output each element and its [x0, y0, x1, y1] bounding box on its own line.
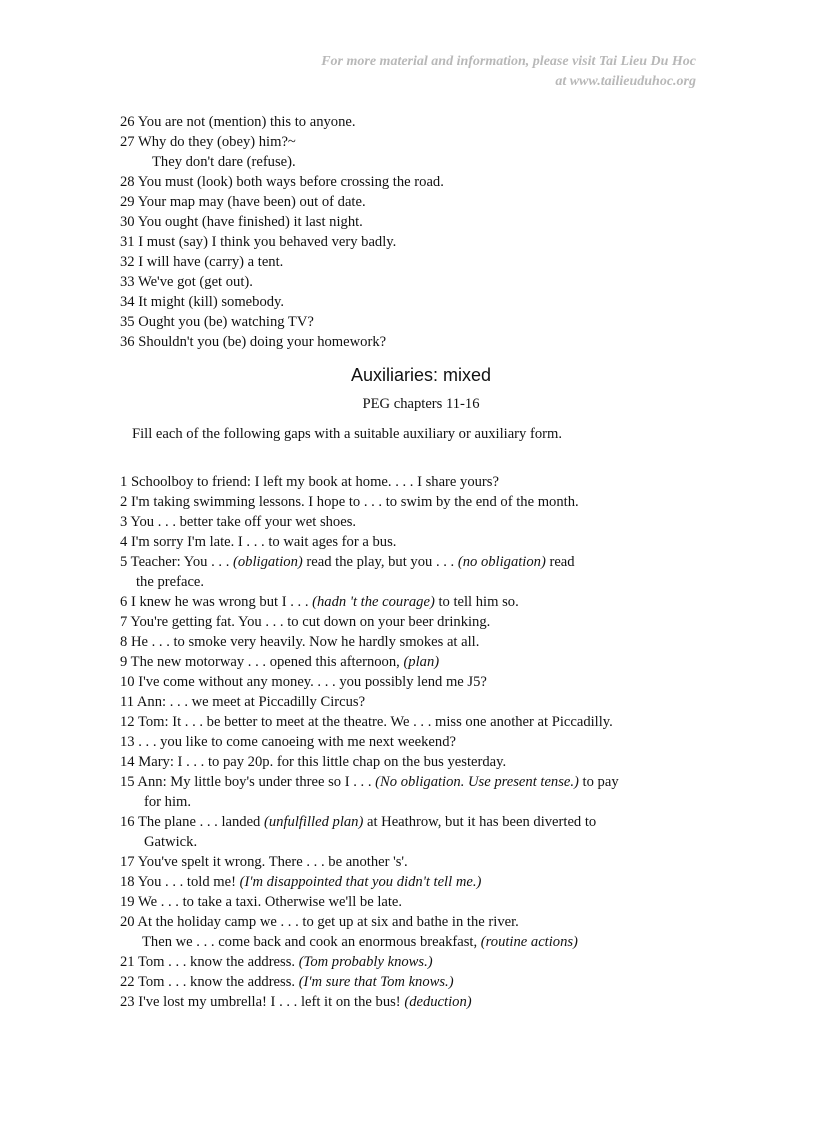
exercise-item: 4 I'm sorry I'm late. I . . . to wait ages for a bus. [120, 534, 397, 550]
exercise-item: 5 Teacher: You . . . (obligation) read the play, but you . . . (no obligation) read [120, 554, 575, 570]
exercise-item: Then we . . . come back and cook an enormous breakfast, (routine actions) [142, 934, 578, 950]
site-header [321, 52, 696, 92]
exercise-item: 23 I've lost my umbrella! I . . . left it on the bus! (deduction) [120, 994, 472, 1010]
exercise-item: They don't dare (refuse). [152, 154, 296, 170]
exercise-item: 16 The plane . . . landed (unfulfilled plan) at Heathrow, but it has been diverted to [120, 814, 597, 830]
header-line-2: at www.tailieuduhoc.org [555, 74, 696, 89]
header-line-1: For more material and information, please visit Tai Lieu Du Hoc [321, 54, 696, 69]
exercise-item: 21 Tom . . . know the address. (Tom probably knows.) [120, 954, 433, 970]
exercise-item: 17 You've spelt it wrong. There . . . be another 's'. [120, 854, 408, 870]
exercise-item: 2 I'm taking swimming lessons. I hope to . . . to swim by the end of the month. [120, 494, 579, 510]
exercise-item: 20 At the holiday camp we . . . to get up at six and bathe in the river. [120, 914, 519, 930]
exercise-item: 30 You ought (have finished) it last night. [120, 214, 363, 230]
exercise-item: 12 Tom: It . . . be better to meet at the theatre. We . . . miss one another at Piccadilly. [120, 714, 613, 730]
exercise-item: 8 He . . . to smoke very heavily. Now he hardly smokes at all. [120, 634, 480, 650]
exercise-item: 10 I've come without any money. . . . you possibly lend me J5? [120, 674, 487, 690]
exercise-item: 28 You must (look) both ways before crossing the road. [120, 174, 444, 190]
exercise-item: 13 . . . you like to come canoeing with me next weekend? [120, 734, 456, 750]
exercise-item: 6 I knew he was wrong but I . . . (hadn 't the courage) to tell him so. [120, 594, 519, 610]
exercise-item: 31 I must (say) I think you behaved very badly. [120, 234, 397, 250]
section-subtitle: PEG chapters 11-16 [362, 396, 480, 412]
section-title: Auxiliaries: mixed [350, 365, 492, 385]
exercise-item: Gatwick. [144, 834, 198, 850]
instruction-text: Fill each of the following gaps with a suitable auxiliary or auxiliary form. [132, 426, 563, 442]
exercise-item: 29 Your map may (have been) out of date. [120, 194, 366, 210]
exercise-item: 26 You are not (mention) this to anyone. [120, 114, 356, 130]
exercise-item: 9 The new motorway . . . opened this afternoon, (plan) [120, 654, 440, 670]
exercise-item: 18 You . . . told me! (I'm disappointed that you didn't tell me.) [120, 874, 482, 890]
exercise-item: 36 Shouldn't you (be) doing your homework? [120, 334, 387, 350]
exercise-item: 33 We've got (get out). [120, 274, 253, 290]
exercise-item: 3 You . . . better take off your wet shoes. [120, 514, 357, 530]
exercise-item: 32 I will have (carry) a tent. [120, 254, 284, 270]
exercise-item: 7 You're getting fat. You . . . to cut down on your beer drinking. [120, 614, 491, 630]
exercise-item: the preface. [136, 574, 205, 590]
exercise-item: 15 Ann: My little boy's under three so I . . . (No obligation. Use present tense.) to pay [120, 774, 619, 790]
exercise-item: 19 We . . . to take a taxi. Otherwise we'll be late. [120, 894, 403, 910]
exercise-item: 34 It might (kill) somebody. [120, 294, 285, 310]
exercise-item: 14 Mary: I . . . to pay 20p. for this little chap on the bus yesterday. [120, 754, 507, 770]
exercise-item: 11 Ann: . . . we meet at Piccadilly Circus? [120, 694, 366, 710]
exercise-item: 27 Why do they (obey) him?~ [120, 134, 296, 150]
exercise-item: 22 Tom . . . know the address. (I'm sure that Tom knows.) [120, 974, 454, 990]
exercise-item: 1 Schoolboy to friend: I left my book at home. . . . I share yours? [120, 474, 499, 490]
exercise-item: 35 Ought you (be) watching TV? [120, 314, 314, 330]
exercise-item: for him. [144, 794, 192, 810]
